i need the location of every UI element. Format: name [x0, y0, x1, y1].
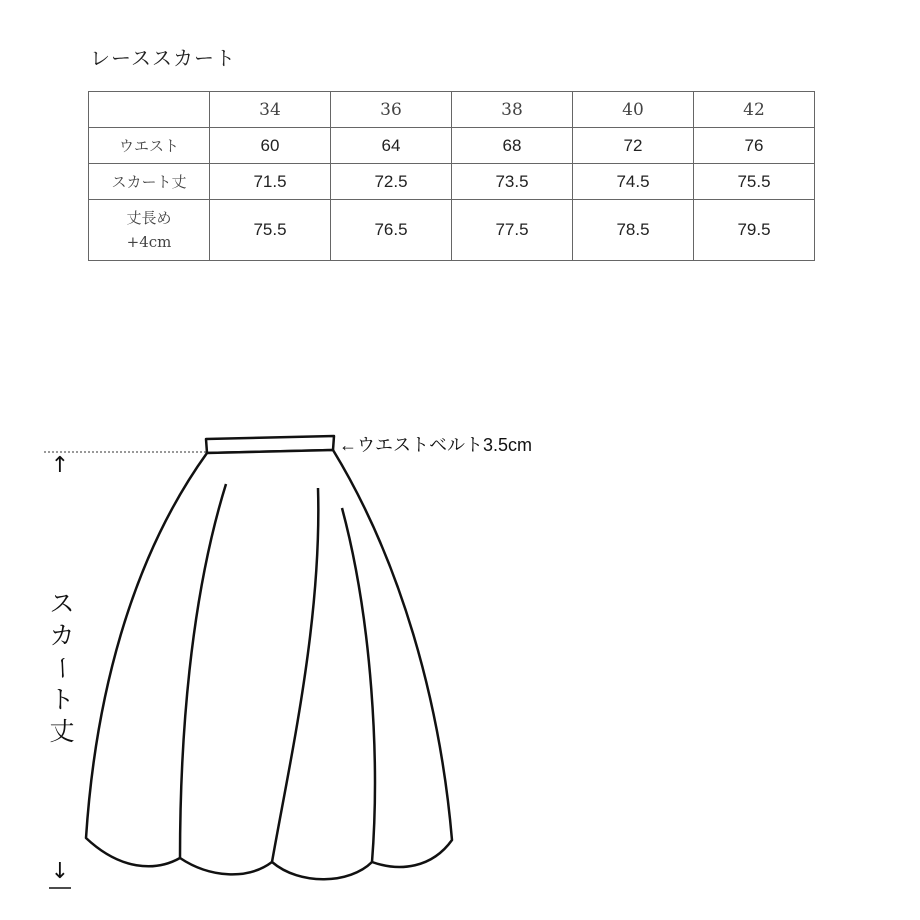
table-cell: 68	[452, 128, 573, 164]
size-header: 38	[452, 92, 573, 128]
skirt-outline	[86, 450, 452, 879]
row-label-text: +4cm	[126, 233, 172, 251]
length-label-char: ー	[48, 655, 77, 681]
table-cell: 72.5	[331, 164, 452, 200]
table-cell: 76	[694, 128, 815, 164]
size-header: 34	[210, 92, 331, 128]
table-cell: 79.5	[694, 200, 815, 261]
length-label-char: ト	[49, 685, 75, 714]
page-title: レーススカート	[90, 46, 236, 70]
arrow-up-icon: ↑	[50, 453, 70, 478]
table-cell: 74.5	[573, 164, 694, 200]
length-label-char: ス	[49, 589, 75, 618]
table-cell: 60	[210, 128, 331, 164]
row-label-text: スカート丈	[111, 172, 187, 191]
table-cell: 73.5	[452, 164, 573, 200]
table-cell: 75.5	[210, 200, 331, 261]
table-cell: 78.5	[573, 200, 694, 261]
waist-belt-note: ←ウエストベルト3.5cm	[339, 435, 533, 455]
table-cell: 64	[331, 128, 452, 164]
arrow-down-icon: ↓	[50, 859, 70, 884]
row-label-text: 丈長め	[126, 209, 172, 227]
size-header: 36	[331, 92, 452, 128]
size-header: 40	[573, 92, 694, 128]
length-label-char: 丈	[49, 717, 75, 746]
length-label-char: カ	[49, 621, 75, 650]
table-cell: 77.5	[452, 200, 573, 261]
row-label-text: ウエスト	[118, 136, 179, 155]
table-cell: 76.5	[331, 200, 452, 261]
table-cell: 75.5	[694, 164, 815, 200]
skirt-length-label	[44, 588, 80, 748]
table-cell: 72	[573, 128, 694, 164]
size-header: 42	[694, 92, 815, 128]
table-cell: 71.5	[210, 164, 331, 200]
